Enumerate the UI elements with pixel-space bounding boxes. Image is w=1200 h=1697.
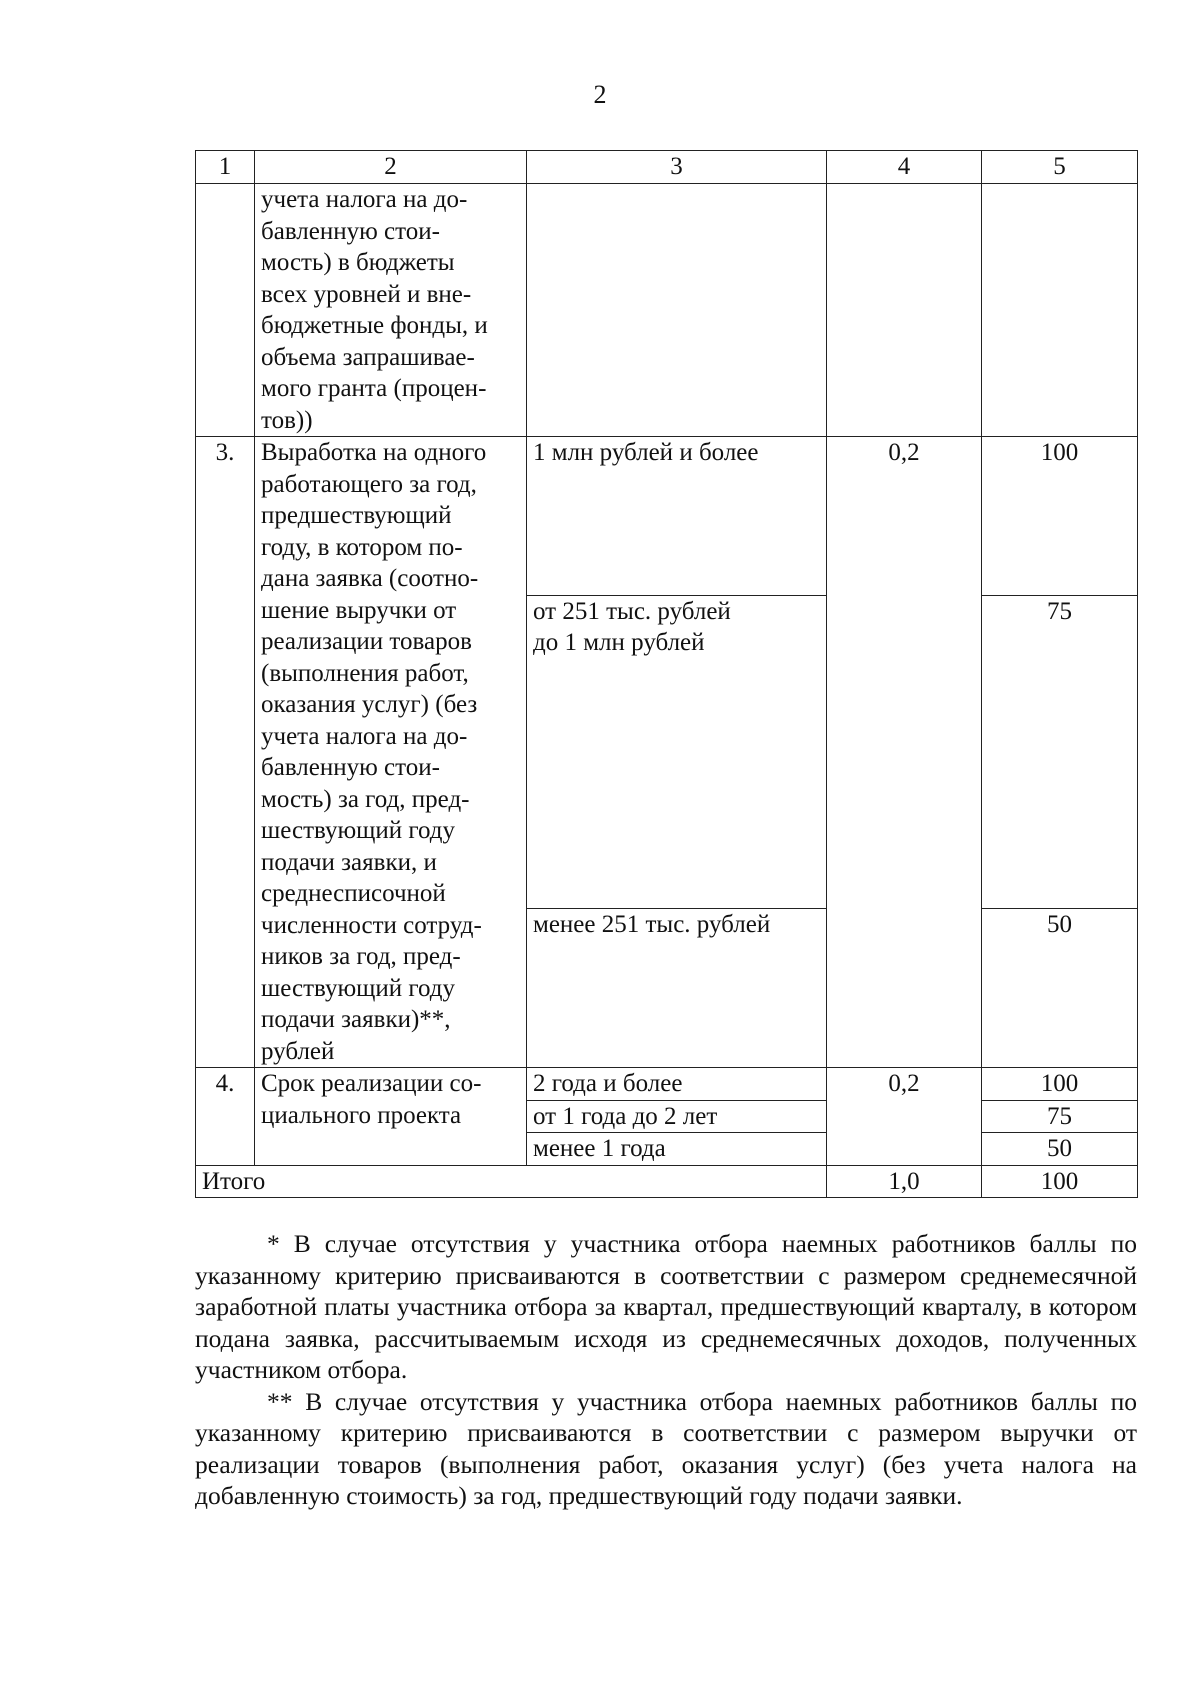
- header-col-3: 3: [527, 151, 827, 184]
- table-row-3: [196, 437, 1138, 596]
- option-score: 50: [982, 909, 1138, 1068]
- option-cell: [527, 184, 827, 437]
- row-number: 4.: [196, 1068, 255, 1166]
- option-score: 75: [982, 595, 1138, 908]
- header-col-2: 2: [255, 151, 527, 184]
- criterion-description: Срок реализации со- циального проекта: [255, 1068, 527, 1166]
- option-label: менее 251 тыс. рублей: [527, 909, 827, 1068]
- option-score: 75: [982, 1100, 1138, 1133]
- score-cell: [982, 184, 1138, 437]
- page-number: 2: [593, 80, 607, 109]
- row-number: 3.: [196, 437, 255, 1068]
- footnotes: [195, 1228, 1137, 1512]
- table-row-4: [196, 1068, 1138, 1101]
- criterion-description: учета налога на до- бавленную стои- мость) в бюджеты всех уровней и вне- бюджетные фонды, и объема запрашивае- мого гранта (процен- тов)): [255, 184, 527, 437]
- table-row-total: [196, 1165, 1138, 1198]
- header-col-1: 1: [196, 151, 255, 184]
- option-label: 1 млн рублей и более: [527, 437, 827, 596]
- option-label: от 251 тыс. рублей до 1 млн рублей: [527, 595, 827, 908]
- option-label: менее 1 года: [527, 1133, 827, 1166]
- table-header-row: [196, 151, 1138, 184]
- option-label: 2 года и более: [527, 1068, 827, 1101]
- table-row-continuation: [196, 184, 1138, 437]
- criterion-weight: 0,2: [827, 437, 982, 1068]
- criteria-table: [195, 150, 1138, 1198]
- option-score: 100: [982, 437, 1138, 596]
- weight-cell: [827, 184, 982, 437]
- header-col-4: 4: [827, 151, 982, 184]
- option-score: 100: [982, 1068, 1138, 1101]
- row-number-cell: [196, 184, 255, 437]
- total-weight: 1,0: [827, 1165, 982, 1198]
- total-label: Итого: [196, 1165, 827, 1198]
- option-label: от 1 года до 2 лет: [527, 1100, 827, 1133]
- total-score: 100: [982, 1165, 1138, 1198]
- criterion-weight: 0,2: [827, 1068, 982, 1166]
- criterion-description: Выработка на одного работающего за год, предшествующий году, в котором по- дана заявка (соотно- шение выручки от реализации товаров (выполнения работ, оказания услуг) (без учета налога на до- бавленную стои- мость) за год, пред- шествующий году подачи заявки, и среднесписочной численности сотруд- ников за год, пред- шествующий году подачи заявки)**, рублей: [255, 437, 527, 1068]
- header-col-5: 5: [982, 151, 1138, 184]
- footnote-1: * В случае отсутствия у участника отбора наемных работников баллы по указанному критерию присваиваются в соответствии с размером среднемесячной заработной платы участника отбора за квартал, предшествующий кварталу, в котором подана заявка, рассчитываемым исходя из среднемесячных доходов, полученных участником отбора.: [195, 1229, 1137, 1384]
- footnote-2: ** В случае отсутствия у участника отбора наемных работников баллы по указанному критерию присваиваются в соответствии с размером выручки от реализации товаров (выполнения работ, оказания услуг) (без учета налога на добавленную стоимость) за год, предшествующий году подачи заявки.: [195, 1386, 1137, 1510]
- option-score: 50: [982, 1133, 1138, 1166]
